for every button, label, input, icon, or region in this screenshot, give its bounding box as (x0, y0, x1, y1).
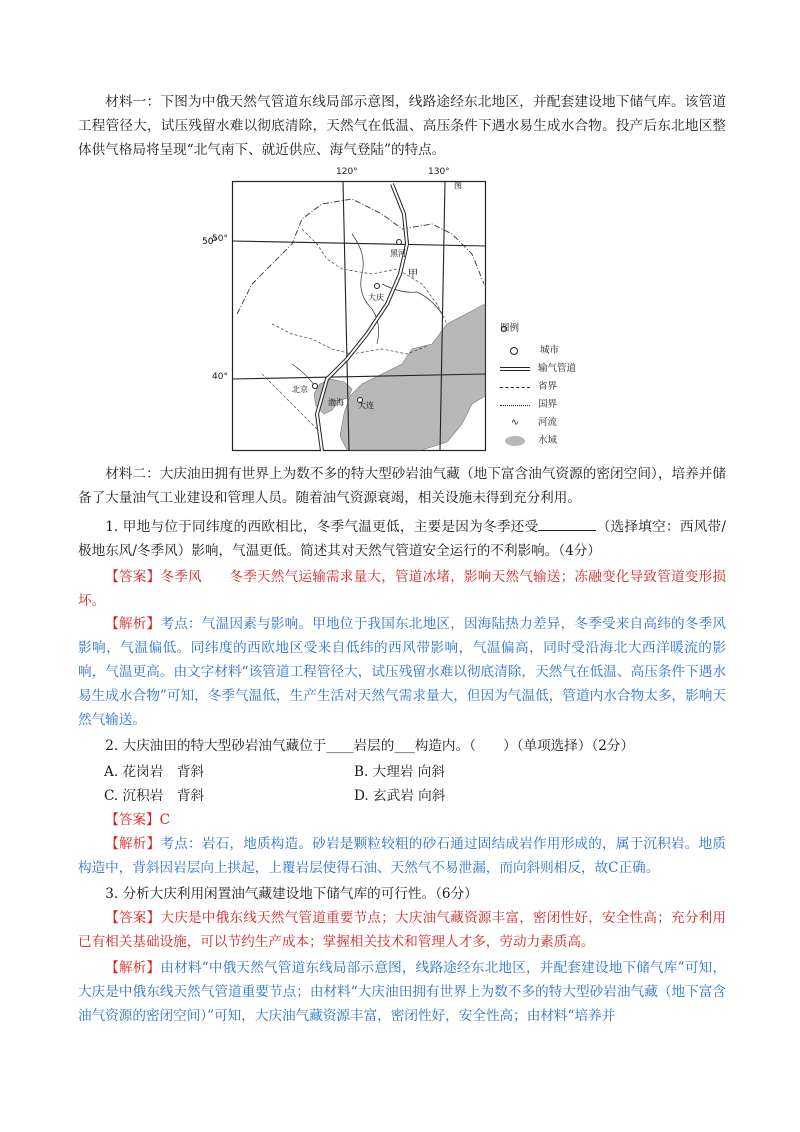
city-beijing (313, 384, 318, 389)
q1-text-after: （选择填空：西风带/极地东风/冬季风）影响，气温更低。简述其对天然气管道安全运行的不利影响。（4分） (78, 519, 726, 559)
question-3: 3. 分析大庆利用闲置油气藏建设地下储气库的可行性。（6分） (105, 886, 478, 902)
lon-130-label: 130° (428, 167, 450, 177)
city-symbol-icon (510, 347, 518, 355)
answer-2-tag: 【答案】 (105, 812, 160, 828)
material-two-text: 材料二：大庆油田拥有世界上为数不多的特大型砂岩油气藏（地下富含油气资源的密闭空间），培养并储备了大量油气工业建设和管理人员。随着油气资源衰竭，相关设施未得到充分利用。 (78, 466, 726, 506)
label-daqing: 大庆 (368, 293, 384, 302)
lon-120-label: 120° (336, 167, 358, 177)
city-daqing (375, 284, 380, 289)
lat-50-label: 50° (212, 234, 228, 244)
legend-province: 省界 (538, 381, 558, 392)
analysis-3-tag: 【解析】 (105, 960, 161, 976)
water-symbol-icon (505, 436, 525, 446)
answer-3 (78, 906, 726, 954)
national-border-symbol-icon (500, 405, 530, 406)
legend-pipeline: 输气管道 (538, 363, 577, 374)
lat-50-label: 50° (202, 237, 218, 247)
q1-text-before: 1. 甲地与位于同纬度的西欧相比，冬季气温更低，主要是因为冬季还受 (105, 519, 539, 535)
analysis-1-tag: 【解析】 (105, 616, 161, 632)
label-north: 图 (454, 181, 462, 190)
answer-1 (78, 565, 726, 613)
label-jia: 甲 (408, 269, 418, 280)
answer-1-tag: 【答案】 (105, 569, 161, 585)
q2-option-a[interactable]: A. 花岗岩 背斜 (104, 764, 205, 780)
q2-option-d[interactable]: D. 玄武岩 向斜 (354, 788, 446, 804)
province-border-symbol-icon (500, 387, 530, 388)
question-2: 2. 大庆油田的特大型砂岩油气藏位于____岩层的___构造内。（ ）（单项选择）（2分） (105, 738, 635, 754)
q1-blank[interactable] (538, 514, 596, 531)
city-heihe (397, 240, 402, 245)
question-1 (78, 514, 726, 563)
answer-2-text: C (159, 812, 170, 828)
river-symbol-icon: ∿ (511, 417, 519, 428)
analysis-2 (78, 832, 726, 880)
analysis-1 (78, 612, 726, 732)
analysis-2-tag: 【解析】 (105, 836, 161, 852)
analysis-1-text: 考点：气温因素与影响。甲地位于我国东北地区，因海陆热力差异，冬季受来自高纬的冬季风影响，气温偏低。同纬度的西欧地区受来自低纬的西风带影响，气温偏高，同时受沿海北大西洋暖流的影响，气温更高。由文字材料“该管道工程管径大，试压残留水难以彻底清除，天然气在低温、高压条件下遇水易生成水合物”可知，冬季气温低，生产生活对天然气需求量大，但因为气温低，管道内水合物太多，影响天然气输送。 (78, 616, 726, 728)
legend-river: 河流 (538, 417, 558, 428)
analysis-3-text: 由材料“中俄天然气管道东线局部示意图，线路途经东北地区，并配套建设地下储气库”可知，大庆是中俄东线天然气管道重要节点；由材料“大庆油田拥有世界上为数不多的特大型砂岩油气藏（地下富含油气资源的密闭空间）”可知，大庆油气藏资源丰富，密闭性好，安全性高；由材料“培养并 (78, 960, 726, 1024)
label-beijing: 北京 (292, 385, 308, 394)
legend-heading: 图例 (500, 323, 520, 334)
label-bohai: 渤海 (328, 398, 344, 407)
lat-40-label: 40° (212, 372, 228, 382)
material-one-text: 材料一：下图为中俄天然气管道东线局部示意图，线路途经东北地区，并配套建设地下储气库。该管道工程管径大，试压残留水难以彻底清除，天然气在低温、高压条件下遇水易生成水合物。投产后东北地区整体供气格局将呈现“北气南下、就近供应、海气登陆”的特点。 (78, 94, 726, 158)
analysis-3 (78, 956, 726, 1028)
analysis-2-text: 考点：岩石，地质构造。砂岩是颗粒较粗的砂石通过固结成岩作用形成的，属于沉积岩。地质构造中，背斜因岩层向上拱起，上覆岩层使得石油、天然气不易泄漏，而向斜则相反，故C正确。 (78, 836, 726, 876)
label-heihe: 黑河 (390, 249, 406, 258)
answer-2 (78, 808, 726, 832)
q2-option-c[interactable]: C. 沉积岩 背斜 (104, 788, 205, 804)
legend-border: 国界 (538, 399, 558, 410)
legend (500, 320, 576, 450)
answer-3-text: 大庆是中俄东线天然气管道重要节点；大庆油气藏资源丰富，密闭性好，安全性高；充分利用已有相关基础设施，可以节约生产成本；掌握相关技术和管理人才多，劳动力素质高。 (78, 910, 726, 950)
q2-option-b[interactable]: B. 大理岩 向斜 (354, 764, 445, 780)
legend-water: 水域 (538, 435, 558, 446)
answer-3-tag: 【答案】 (105, 910, 161, 926)
pipeline-symbol-icon (500, 367, 530, 371)
label-dalian: 大连 (358, 401, 374, 410)
answer-1-text: 冬季风 冬季天然气运输需求量大，管道冰堵，影响天然气输送；冻融变化导致管道变形损坏。 (78, 569, 726, 609)
legend-city: 城市 (540, 345, 560, 356)
